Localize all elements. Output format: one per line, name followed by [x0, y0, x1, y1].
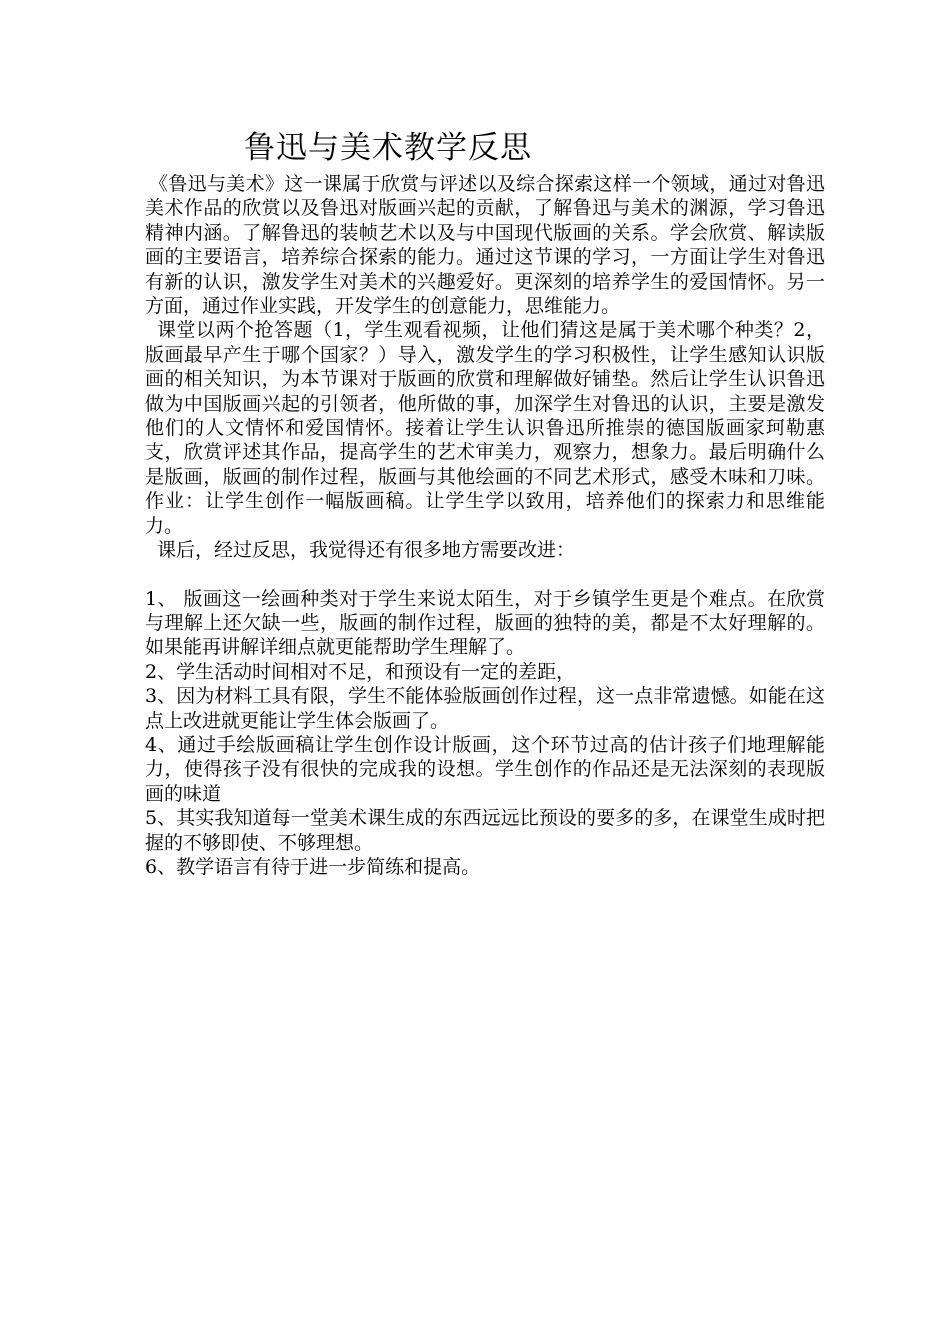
blank-line: [145, 563, 825, 587]
document-body: [145, 172, 825, 879]
paragraph-lesson-process: 课堂以两个抢答题（1，学生观看视频，让他们猜这是属于美术哪个种类？2，版画最早产生于哪个国家？）导入，激发学生的学习积极性，让学生感知认识版画的相关知识，为本节课对于版画的欣赏和理解做好铺垫。然后让学生认识鲁迅做为中国版画兴起的引领者，他所做的事，加深学生对鲁迅的认识，主要是激发他们的人文情怀和爱国情怀。接着让学生认识鲁迅所推崇的德国版画家珂勒惠支，欣赏评述其作品，提高学生的艺术审美力，观察力，想象力。最后明确什么是版画，版画的制作过程，版画与其他绘画的不同艺术形式，感受木味和刀味。作业：让学生创作一幅版画稿。让学生学以致用，培养他们的探索力和思维能力。: [145, 319, 825, 537]
list-item: 1、 版画这一绘画种类对于学生来说太陌生，对于乡镇学生更是个难点。在欣赏与理解上还欠缺一些，版画的制作过程，版画的独特的美，都是不太好理解的。如果能再讲解详细点就更能帮助学生理解了。: [145, 587, 825, 659]
list-item: 5、其实我知道每一堂美术课生成的东西远远比预设的要多的多，在课堂生成时把握的不够即使、不够理想。: [145, 807, 825, 854]
paragraph-reflection-lead: 课后，经过反思，我觉得还有很多地方需要改进：: [157, 539, 576, 562]
list-item: 3、因为材料工具有限，学生不能体验版画创作过程，这一点非常遗憾。如能在这点上改进就更能让学生体会版画了。: [145, 685, 825, 732]
list-item: 6、教学语言有待于进一步简练和提高。: [145, 855, 481, 878]
list-item: 2、学生活动时间相对不足，和预设有一定的差距，: [145, 660, 576, 683]
list-item: 4、通过手绘版画稿让学生创作设计版画，这个环节过高的估计孩子们地理解能力，使得孩子没有很快的完成我的设想。学生创作的作品还是无法深刻的表现版画的味道: [145, 733, 825, 805]
paragraph-intro: 《鲁迅与美术》这一课属于欣赏与评述以及综合探索这样一个领域，通过对鲁迅美术作品的欣赏以及鲁迅对版画兴起的贡献，了解鲁迅与美术的渊源，学习鲁迅精神内涵。了解鲁迅的装帧艺术以及与中国现代版画的关系。学会欣赏、解读版画的主要语言，培养综合探索的能力。通过这节课的学习，一方面让学生对鲁迅有新的认识，激发学生对美术的兴趣爱好。更深刻的培养学生的爱国情怀。另一方面，通过作业实践，开发学生的创意能力，思维能力。: [145, 173, 825, 318]
document-title: 鲁迅与美术教学反思: [244, 130, 532, 166]
